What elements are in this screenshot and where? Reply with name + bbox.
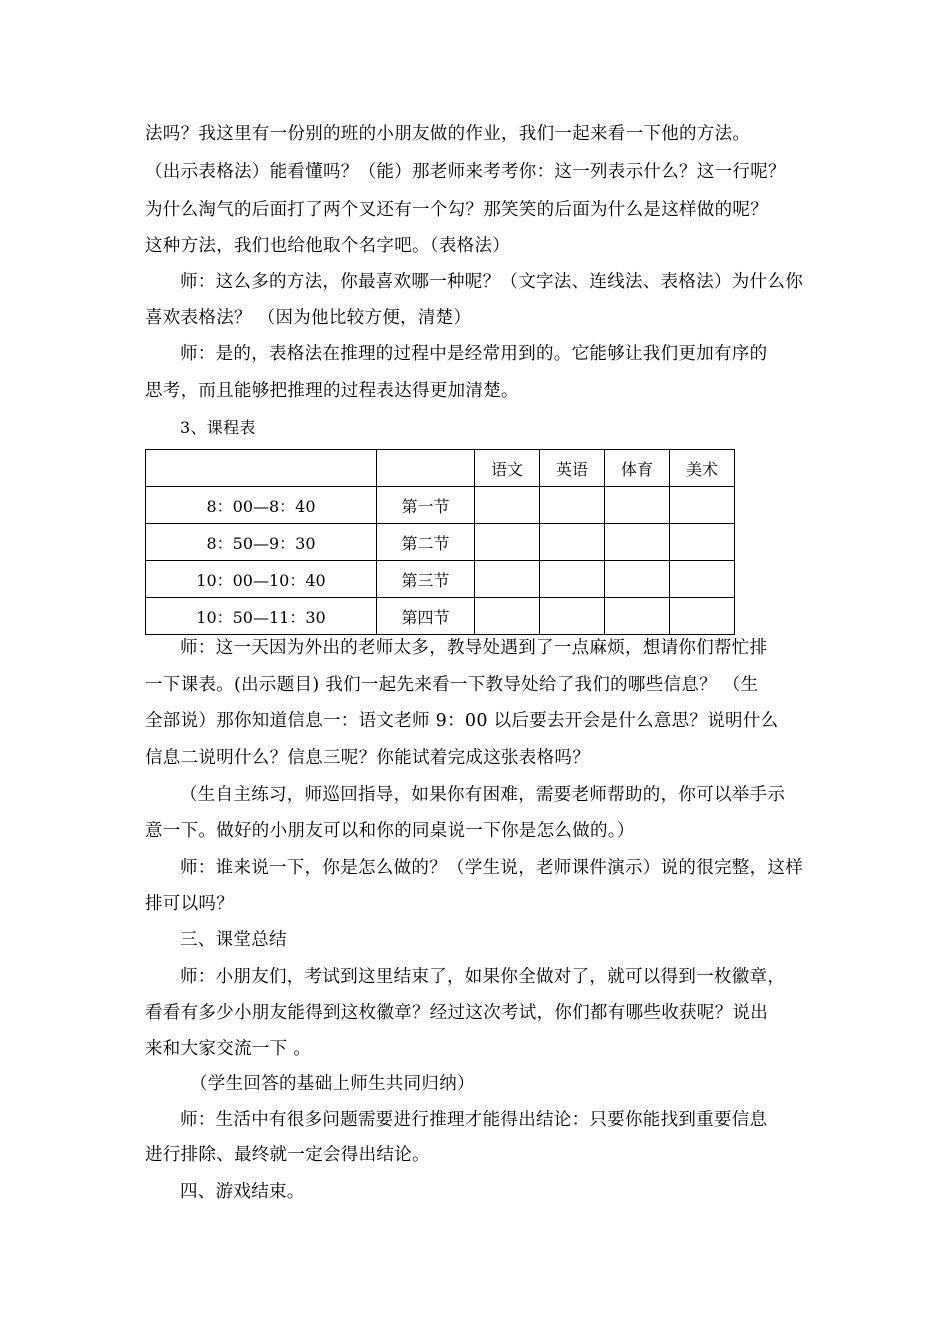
- table-cell-empty: [540, 487, 605, 524]
- table-cell-empty: [670, 561, 735, 598]
- period-cell: 第一节: [377, 487, 475, 524]
- section-heading: 3、课程表: [180, 418, 256, 437]
- table-cell-empty: [605, 598, 670, 635]
- paragraph-line: 师：小朋友们，考试到这里结束了，如果你全做对了，就可以得到一枚徽章，: [180, 967, 786, 987]
- table-cell-empty: [475, 598, 540, 635]
- period-cell: 第四节: [377, 598, 475, 635]
- paragraph-line: 这种方法，我们也给他取个名字吧。（表格法）: [145, 236, 511, 256]
- paragraph-line: 进行排除、最终就一定会得出结论。: [145, 1145, 430, 1165]
- schedule-table: [145, 449, 735, 635]
- table-cell-empty: [670, 598, 735, 635]
- paragraph-line: 看看有多少小朋友能得到这枚徽章？经过这次考试，你们都有哪些收获呢？说出: [145, 1003, 768, 1023]
- paragraph-line: 来和大家交流一下 。: [145, 1039, 312, 1059]
- table-header-row: [146, 450, 735, 487]
- subject-header: 美术: [670, 450, 735, 487]
- paragraph-line: 师：这么多的方法，你最喜欢哪一种呢？（文字法、连线法、表格法）为什么你: [180, 272, 803, 292]
- subject-header: 体育: [605, 450, 670, 487]
- paragraph-line: 师：谁来说一下，你是怎么做的？（学生说，老师课件演示）说的很完整，这样: [180, 858, 803, 878]
- table-cell-empty: [670, 524, 735, 561]
- table-cell-empty: [540, 524, 605, 561]
- paragraph-line: 法吗？我这里有一份别的班的小朋友做的作业，我们一起来看一下他的方法。: [145, 124, 751, 144]
- period-cell: 第三节: [377, 561, 475, 598]
- paragraph-line: 排可以吗？: [145, 894, 234, 914]
- time-cell: 8：50—9：30: [146, 524, 377, 561]
- paragraph-line: 师：这一天因为外出的老师太多，教导处遇到了一点麻烦，想请你们帮忙排: [180, 638, 768, 658]
- table-cell-empty: [605, 561, 670, 598]
- table-cell-empty: [475, 561, 540, 598]
- paragraph-line: 思考，而且能够把推理的过程表达得更加清楚。: [145, 381, 519, 401]
- paragraph-line: 为什么淘气的后面打了两个叉还有一个勾？那笑笑的后面为什么是这样做的呢？: [145, 200, 768, 220]
- paragraph-line: 意一下。做好的小朋友可以和你的同桌说一下你是怎么做的。）: [145, 821, 635, 841]
- table-row: [146, 487, 735, 524]
- time-cell: 10：50—11：30: [146, 598, 377, 635]
- section-heading: 四、游戏结束。: [180, 1182, 305, 1202]
- table-cell-empty: [475, 487, 540, 524]
- paragraph-line: （出示表格法）能看懂吗？（能）那老师来考考你：这一列表示什么？这一行呢？: [145, 162, 786, 182]
- paragraph-line: 信息二说明什么？信息三呢？你能试着完成这张表格吗？: [145, 748, 590, 768]
- table-cell-empty: [540, 561, 605, 598]
- paragraph-line: （生自主练习，师巡回指导，如果你有困难，需要老师帮助的，你可以举手示: [180, 785, 786, 805]
- subject-header: 英语: [540, 450, 605, 487]
- paragraph-line: 全部说）那你知道信息一：语文老师 9：00 以后要去开会是什么意思？说明什么: [145, 711, 779, 731]
- table-cell-empty: [605, 487, 670, 524]
- table-cell-empty: [377, 450, 475, 487]
- paragraph-line: 师：是的，表格法在推理的过程中是经常用到的。它能够让我们更加有序的: [180, 344, 768, 364]
- table-cell-empty: [540, 598, 605, 635]
- table-row: [146, 524, 735, 561]
- period-cell: 第二节: [377, 524, 475, 561]
- paragraph-line: 一下课表。(出示题目) 我们一起先来看一下教导处给了我们的哪些信息？ （生: [145, 675, 759, 695]
- table-cell-empty: [670, 487, 735, 524]
- table-cell-empty: [475, 524, 540, 561]
- paragraph-line: 师：生活中有很多问题需要进行推理才能得出结论：只要你能找到重要信息: [180, 1110, 768, 1130]
- table-cell-empty: [146, 450, 377, 487]
- time-cell: 10：00—10：40: [146, 561, 377, 598]
- table-cell-empty: [605, 524, 670, 561]
- subject-header: 语文: [475, 450, 540, 487]
- paragraph-line: 喜欢表格法？ （因为他比较方便，清楚）: [145, 308, 472, 328]
- paragraph-line: （学生回答的基础上师生共同归纳）: [190, 1074, 475, 1094]
- table-row: [146, 598, 735, 635]
- time-cell: 8：00—8：40: [146, 487, 377, 524]
- section-heading: 三、课堂总结: [180, 930, 287, 950]
- table-row: [146, 561, 735, 598]
